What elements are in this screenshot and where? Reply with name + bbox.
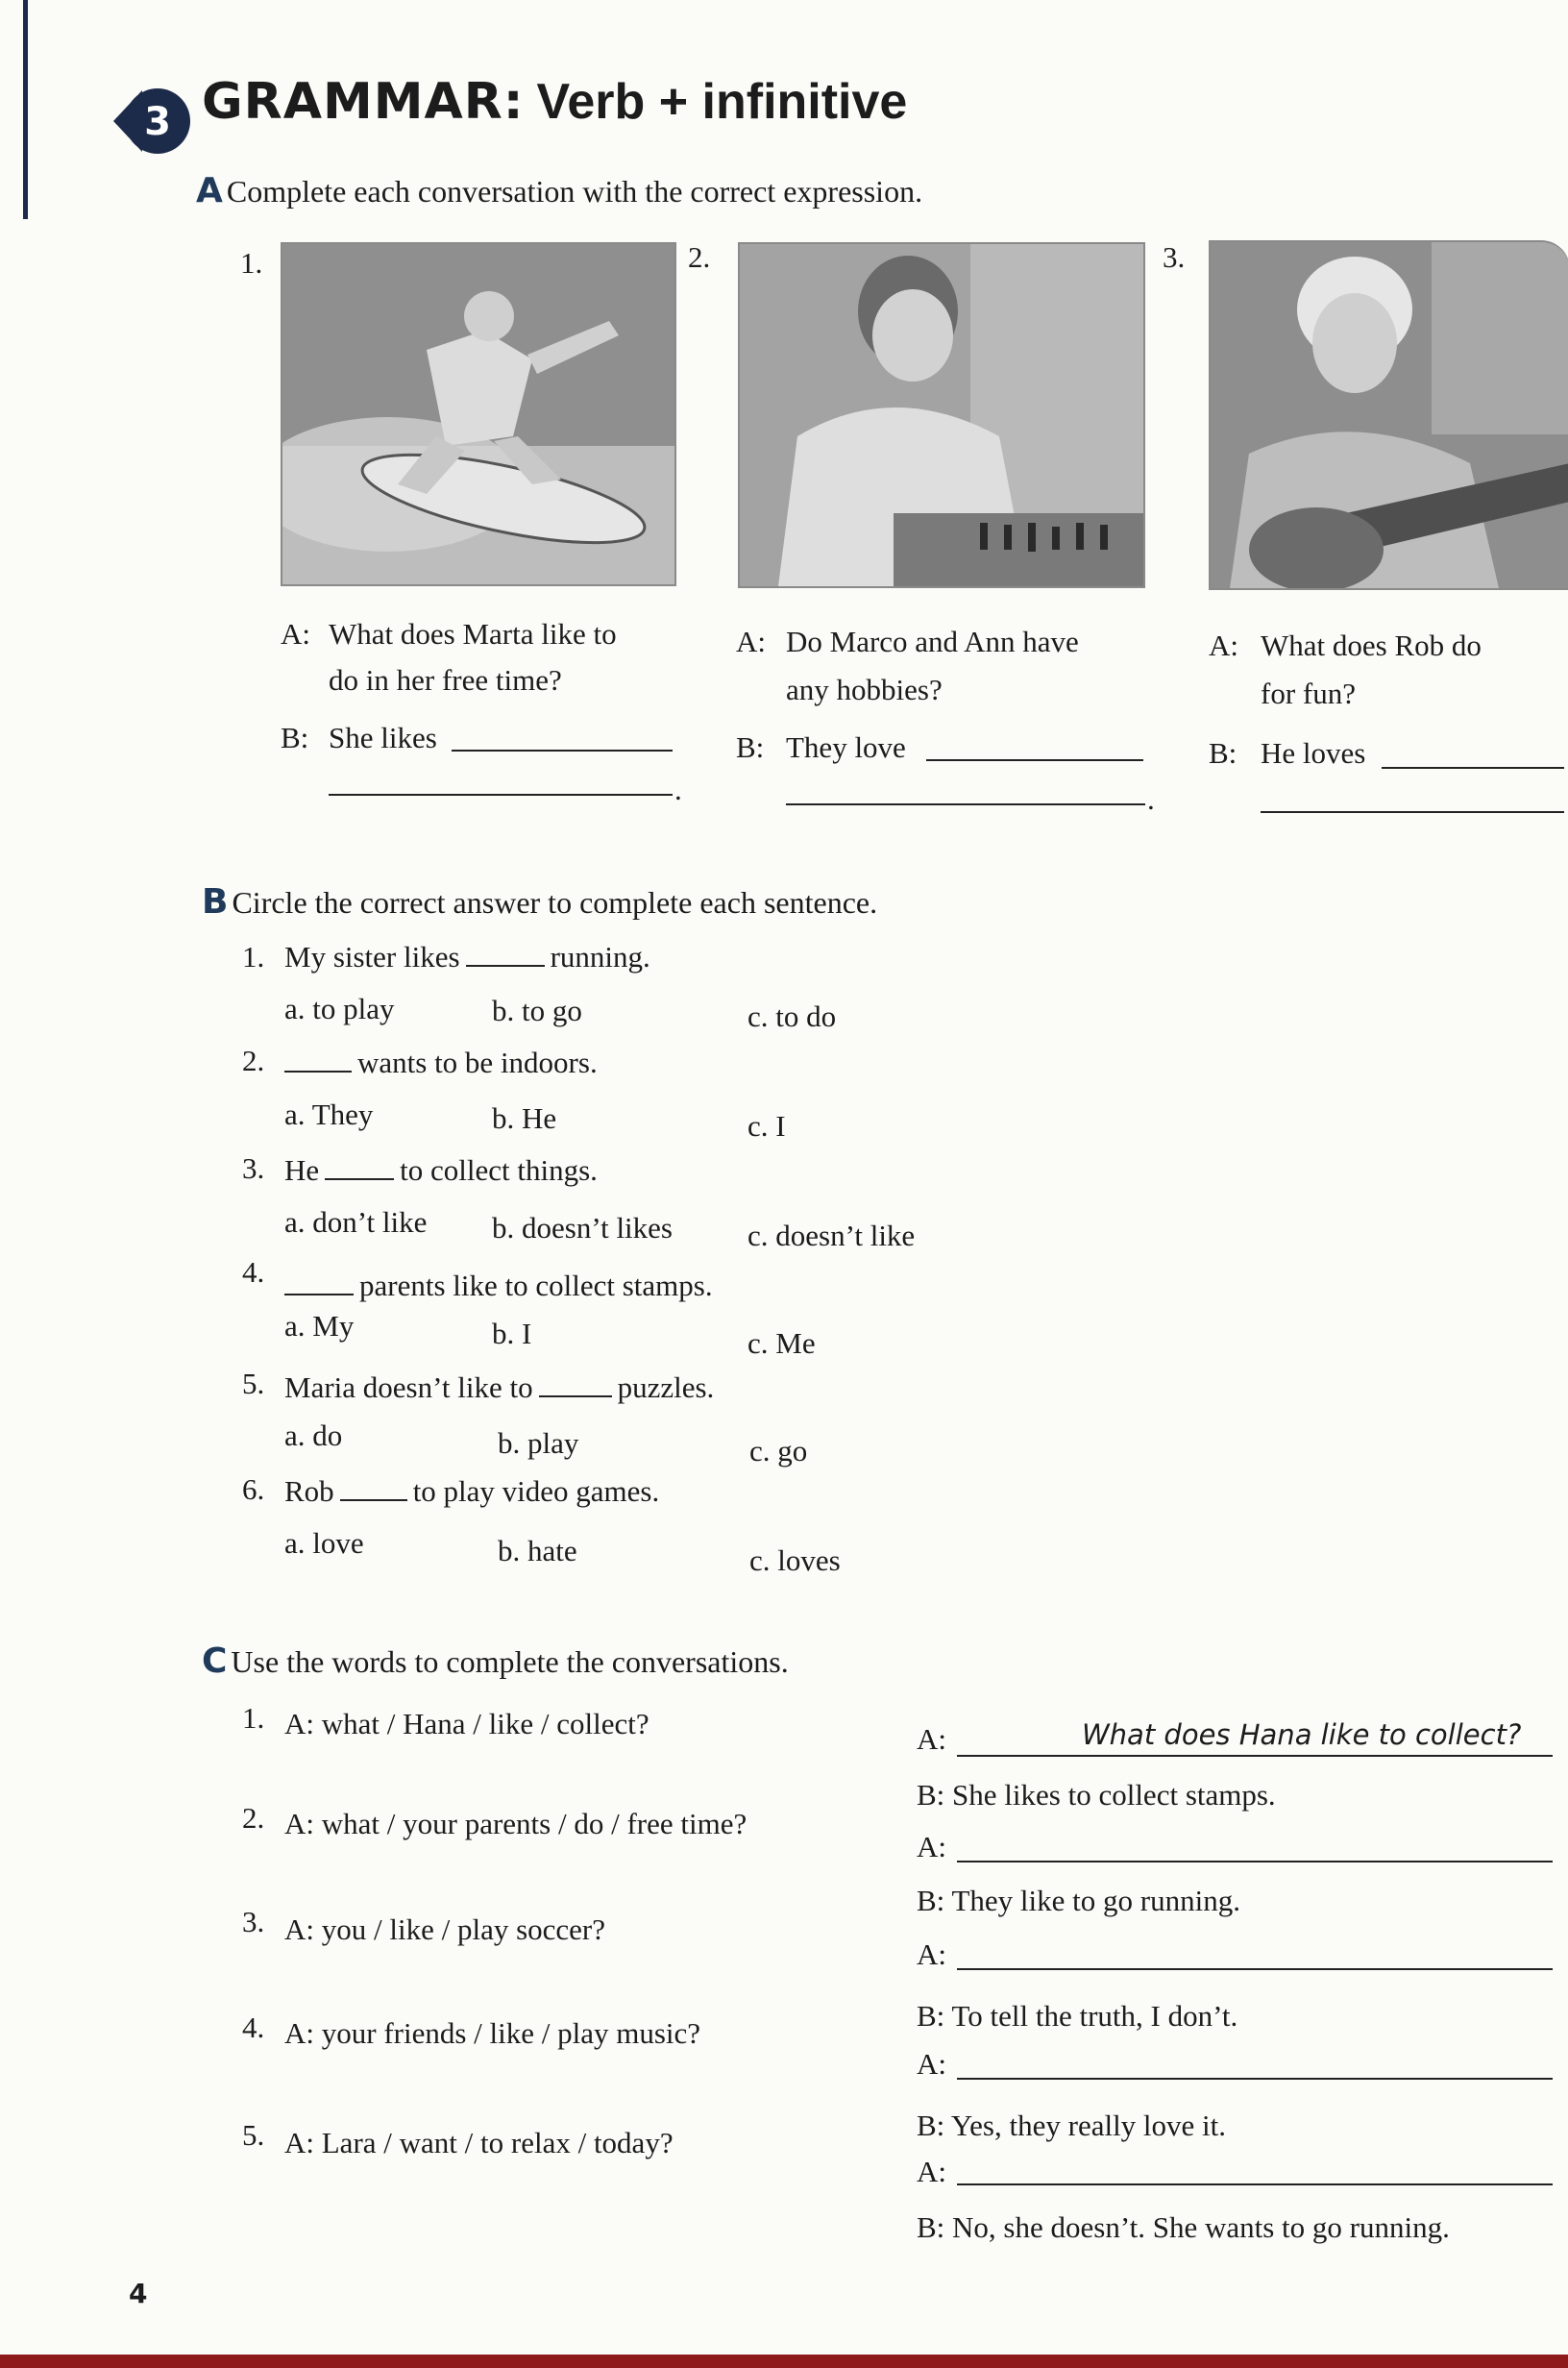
item-number: 4. bbox=[242, 2010, 265, 2044]
option-c[interactable]: c. to do bbox=[747, 999, 837, 1033]
prompt: A: Lara / want / to relax / today? bbox=[284, 2126, 674, 2159]
answer-blank[interactable] bbox=[926, 759, 1143, 761]
option-b[interactable]: b. I bbox=[492, 1317, 532, 1350]
sentence-blank bbox=[284, 1293, 354, 1295]
label-a: A: bbox=[917, 1830, 946, 1863]
period: . bbox=[674, 773, 682, 806]
sentence-pre: Maria doesn’t like to bbox=[284, 1370, 533, 1404]
section-number: 3 bbox=[144, 100, 171, 144]
question-line1: Do Marco and Ann have bbox=[786, 625, 1079, 658]
answer-blank[interactable] bbox=[329, 794, 673, 796]
period: . bbox=[1147, 782, 1155, 816]
sentence-pre: Rob bbox=[284, 1474, 334, 1508]
snowboarder-photo bbox=[281, 242, 676, 586]
answer-line[interactable] bbox=[957, 1861, 1553, 1862]
answer-line[interactable] bbox=[957, 2078, 1553, 2080]
page-number: 4 bbox=[129, 2278, 148, 2309]
label-b: B: bbox=[736, 730, 765, 764]
sentence-blank bbox=[325, 1177, 394, 1180]
part-c-instruction: Use the words to complete the conversations. bbox=[231, 1644, 789, 1679]
question-line1: What does Marta like to bbox=[329, 617, 617, 651]
answer-blank[interactable] bbox=[786, 803, 1145, 805]
sentence-pre: He bbox=[284, 1153, 320, 1187]
response: B: To tell the truth, I don’t. bbox=[917, 1999, 1238, 2033]
part-c-letter: C bbox=[202, 1641, 228, 1681]
option-c[interactable]: c. I bbox=[747, 1109, 786, 1143]
label-a: A: bbox=[917, 1722, 946, 1756]
label-b: B: bbox=[1209, 736, 1237, 770]
answer-blank[interactable] bbox=[452, 750, 673, 752]
option-c[interactable]: c. go bbox=[749, 1434, 808, 1468]
item-number: 5. bbox=[242, 2118, 265, 2152]
bottom-stripe bbox=[0, 2355, 1568, 2368]
sentence bbox=[284, 1476, 659, 1506]
part-b-letter: B bbox=[202, 882, 229, 922]
margin-bar bbox=[23, 0, 28, 219]
option-c[interactable]: c. loves bbox=[749, 1543, 841, 1577]
label-b: B: bbox=[281, 721, 309, 754]
label-a: A: bbox=[736, 625, 766, 658]
item-number: 1. bbox=[242, 940, 265, 974]
option-a[interactable]: a. don’t like bbox=[284, 1205, 428, 1239]
guitar-player-photo bbox=[1209, 240, 1568, 590]
label-a: A: bbox=[917, 1937, 946, 1971]
sentence bbox=[284, 1155, 598, 1185]
item-number: 2. bbox=[242, 1801, 265, 1835]
option-b[interactable]: b. play bbox=[498, 1426, 579, 1460]
answer-blank[interactable] bbox=[1261, 811, 1564, 813]
question-line1: What does Rob do bbox=[1261, 629, 1482, 662]
option-b[interactable]: b. He bbox=[492, 1101, 557, 1135]
prompt: A: what / Hana / like / collect? bbox=[284, 1707, 649, 1740]
option-c[interactable]: c. doesn’t like bbox=[747, 1219, 916, 1252]
prompt: A: your friends / like / play music? bbox=[284, 2016, 701, 2050]
sentence-pre: My sister likes bbox=[284, 940, 460, 974]
sentence-blank bbox=[466, 964, 545, 967]
label-a: A: bbox=[281, 617, 310, 651]
sentence-post: puzzles. bbox=[617, 1370, 715, 1404]
sentence-post: parents like to collect stamps. bbox=[359, 1269, 713, 1302]
answer-stem: He loves bbox=[1261, 736, 1366, 770]
label-a: A: bbox=[917, 2155, 946, 2188]
question-line2: for fun? bbox=[1261, 677, 1356, 710]
question-line2: any hobbies? bbox=[786, 673, 943, 706]
prompt: A: you / like / play soccer? bbox=[284, 1912, 606, 1946]
option-a[interactable]: a. My bbox=[284, 1309, 355, 1343]
example-answer: What does Hana like to collect? bbox=[1082, 1718, 1522, 1751]
option-b[interactable]: b. hate bbox=[498, 1534, 577, 1567]
option-b[interactable]: b. doesn’t likes bbox=[492, 1211, 673, 1245]
option-a[interactable]: a. to play bbox=[284, 992, 395, 1025]
item-number: 6. bbox=[242, 1472, 265, 1506]
sentence-post: to collect things. bbox=[400, 1153, 598, 1187]
sentence bbox=[284, 1048, 598, 1077]
sentence bbox=[284, 1372, 714, 1402]
option-a[interactable]: a. They bbox=[284, 1098, 374, 1131]
part-b-instruction-row bbox=[202, 882, 877, 922]
prompt: A: what / your parents / do / free time? bbox=[284, 1807, 747, 1840]
label-a: A: bbox=[917, 2047, 946, 2081]
item-number: 1. bbox=[242, 1701, 265, 1735]
label-a: A: bbox=[1209, 629, 1238, 662]
option-a[interactable]: a. love bbox=[284, 1526, 364, 1560]
response: B: They like to go running. bbox=[917, 1884, 1240, 1917]
sentence-blank bbox=[340, 1498, 407, 1501]
part-a-instruction: Complete each conversation with the correct expression. bbox=[226, 174, 923, 209]
item-number: 3. bbox=[242, 1151, 265, 1185]
sentence bbox=[284, 942, 650, 972]
option-c[interactable]: c. Me bbox=[747, 1326, 816, 1360]
item-number: 1. bbox=[240, 246, 263, 280]
item-number: 2. bbox=[242, 1044, 265, 1077]
part-a-letter: A bbox=[196, 171, 223, 210]
sentence bbox=[284, 1270, 713, 1300]
question-line2: do in her free time? bbox=[329, 663, 562, 697]
sentence-blank bbox=[539, 1394, 612, 1397]
response: B: No, she doesn’t. She wants to go running. bbox=[917, 2210, 1450, 2244]
part-c-instruction-row bbox=[202, 1641, 789, 1681]
sentence-post: running. bbox=[550, 940, 650, 974]
answer-stem: They love bbox=[786, 730, 906, 764]
response: B: Yes, they really love it. bbox=[917, 2109, 1227, 2142]
item-number: 2. bbox=[688, 240, 711, 274]
chess-player-photo bbox=[738, 242, 1145, 588]
sentence-post: wants to be indoors. bbox=[357, 1046, 598, 1079]
item-number: 3. bbox=[242, 1905, 265, 1938]
part-b-instruction: Circle the correct answer to complete each sentence. bbox=[232, 885, 878, 920]
answer-line[interactable] bbox=[957, 1755, 1553, 1757]
option-b[interactable]: b. to go bbox=[492, 994, 582, 1027]
part-a-instruction-row bbox=[196, 171, 922, 210]
sentence-post: to play video games. bbox=[412, 1474, 660, 1508]
response: B: She likes to collect stamps. bbox=[917, 1778, 1276, 1812]
answer-line[interactable] bbox=[957, 1968, 1553, 1970]
section-title bbox=[202, 73, 907, 131]
option-a[interactable]: a. do bbox=[284, 1418, 343, 1452]
answer-stem: She likes bbox=[329, 721, 437, 754]
sentence-blank bbox=[284, 1070, 352, 1073]
grammar-topic: Verb + infinitive bbox=[536, 74, 908, 130]
section-number-badge bbox=[113, 83, 192, 160]
item-number: 4. bbox=[242, 1255, 265, 1289]
answer-line[interactable] bbox=[957, 2183, 1553, 2185]
answer-blank[interactable] bbox=[1382, 767, 1564, 769]
item-number: 3. bbox=[1163, 240, 1186, 274]
item-number: 5. bbox=[242, 1367, 265, 1400]
grammar-label: GRAMMAR: bbox=[202, 73, 525, 131]
